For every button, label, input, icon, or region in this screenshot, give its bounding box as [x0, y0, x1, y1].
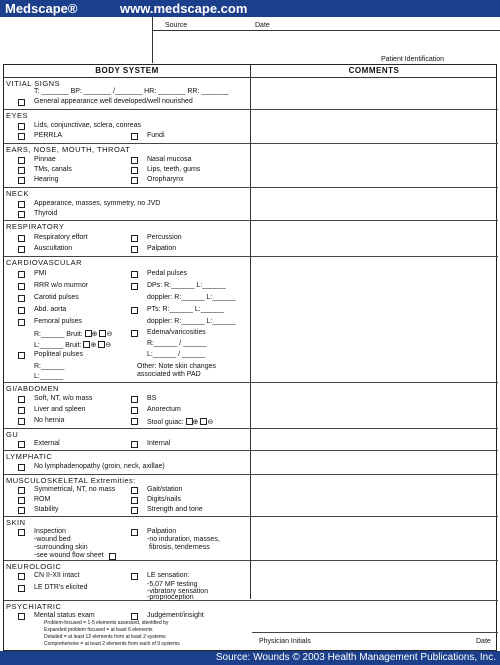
section-gu: [4, 429, 498, 451]
wound-flow-sheet-label: -see wound flow sheet: [34, 552, 104, 559]
le-dtr-label: LE DTR's elicited: [34, 584, 88, 591]
checkbox[interactable]: [99, 330, 106, 337]
section-title: LYMPHATIC: [6, 452, 53, 461]
checkbox[interactable]: [131, 167, 138, 174]
section-lymphatic: [4, 451, 498, 475]
checkbox[interactable]: [18, 396, 25, 403]
checkbox[interactable]: [18, 283, 25, 290]
anorectum-label: Anorectum: [147, 406, 181, 413]
lips-label: Lips, teeth, gums: [147, 166, 201, 173]
internal-label: Internal: [147, 440, 171, 447]
checkbox[interactable]: [131, 396, 138, 403]
checkbox[interactable]: [131, 529, 138, 536]
section-title: NEUROLOGIC: [6, 562, 62, 571]
abd-aorta-label: Abd. aorta: [34, 306, 67, 313]
no-induration-label: -no induration, masses,: [147, 536, 220, 543]
section-skin: [4, 517, 498, 561]
bruit-right-row: [34, 329, 112, 339]
le-sensation-label: LE sensation:: [147, 572, 190, 579]
mf-testing-label: -5.07 MF testing: [147, 581, 198, 588]
checkbox[interactable]: [18, 123, 25, 130]
edema-left: L:______ / ______: [147, 351, 206, 358]
section-title: NECK: [6, 189, 29, 198]
physician-initials-label: Physician Initials: [259, 638, 311, 645]
source-credit: Source: Wounds © 2003 Health Management Publications, Inc.: [215, 652, 496, 663]
stability-label: Stability: [34, 506, 59, 513]
section-vital-signs: [4, 78, 498, 110]
checkbox[interactable]: [131, 330, 138, 337]
minus-symbol: ⊖: [105, 342, 112, 349]
checkbox[interactable]: [131, 497, 138, 504]
header-divider: [152, 17, 153, 63]
mental-status-label: Mental status exam: [34, 612, 95, 619]
checkbox[interactable]: [18, 99, 25, 106]
bruit-left-row: [34, 340, 111, 350]
date-label: Date: [255, 22, 270, 29]
section-title: GI/ABDOMEN: [6, 384, 59, 393]
section-title: EARS, NOSE, MOUTH, THROAT: [6, 145, 131, 154]
initials-line: [252, 632, 498, 633]
checkbox[interactable]: [18, 235, 25, 242]
soft-label: Soft, NT, w/o mass: [34, 395, 93, 402]
source-label: Source: [165, 22, 188, 29]
lids-label: Lids, conjunctivae, sclera, conreas: [34, 122, 141, 129]
checkbox[interactable]: [131, 613, 138, 620]
popliteal-label: Popliteal pulses: [34, 351, 84, 358]
plus-symbol: ⊕: [192, 419, 199, 426]
section-psychiatric: [4, 601, 498, 652]
femoral-label: Femoral pulses: [34, 318, 82, 325]
section-neurologic: [4, 561, 498, 601]
checkbox[interactable]: [131, 418, 138, 425]
section-neck: [4, 188, 498, 221]
checkbox[interactable]: [131, 573, 138, 580]
general-appearance-label: General appearance well developed/well nourished: [34, 98, 193, 105]
section-title: EYES: [6, 111, 29, 120]
minus-symbol: ⊖: [106, 331, 113, 338]
edema-right: R:______ / ______: [147, 340, 207, 347]
form-header: [0, 17, 500, 65]
appearance-label: Appearance, masses, symmetry, no JVD: [34, 200, 161, 207]
resp-effort-label: Respiratory effort: [34, 234, 88, 241]
percussion-label: Percussion: [147, 234, 182, 241]
checkbox[interactable]: [85, 330, 92, 337]
skin-palpation-label: Palpation: [147, 528, 177, 535]
dps-label: DPs: R:______ L:______: [147, 282, 226, 289]
checkbox[interactable]: [18, 295, 25, 302]
inspection-label: Inspection: [34, 528, 66, 535]
comments-header: COMMENTS: [348, 66, 400, 75]
checkbox[interactable]: [18, 201, 25, 208]
medscape-url-link[interactable]: www.medscape.com: [120, 1, 248, 16]
perrla-label: PERRLA: [34, 132, 63, 139]
checkbox[interactable]: [200, 418, 207, 425]
judgement-label: Judgement/insight: [147, 612, 204, 619]
rom-label: ROM: [34, 496, 51, 503]
external-label: External: [34, 440, 60, 447]
proprioception-label: -proprioception: [147, 594, 194, 601]
checkbox[interactable]: [131, 407, 138, 414]
checkbox[interactable]: [131, 283, 138, 290]
source-line: [152, 30, 500, 31]
gait-label: Gait/station: [147, 486, 183, 493]
section-respiratory: [4, 221, 498, 257]
checkbox[interactable]: [18, 211, 25, 218]
checkbox[interactable]: [18, 177, 25, 184]
other-note: Other: Note skin changes: [137, 363, 216, 370]
checkbox[interactable]: [83, 341, 90, 348]
section-eyes: [4, 110, 498, 144]
checkbox[interactable]: [18, 529, 25, 536]
nasal-label: Nasal mucosa: [147, 156, 192, 163]
body-system-header: BODY SYSTEM: [95, 66, 159, 75]
fibrosis-label: fibrosis, tenderness: [149, 544, 210, 551]
palpation-label: Palpation: [147, 245, 177, 252]
doppler-1-label: doppler: R:______ L:______: [147, 294, 236, 301]
section-title: VITIAL SIGNS: [6, 79, 61, 88]
pts-label: PTs: R:______ L:______: [147, 306, 225, 313]
thyroid-label: Thyroid: [34, 210, 58, 217]
bruit-right-label: R:______ Bruit:: [34, 331, 83, 338]
medscape-logo[interactable]: Medscape®: [5, 1, 78, 16]
checkbox[interactable]: [18, 133, 25, 140]
minus-symbol: ⊖: [207, 419, 214, 426]
fundi-label: Fundi: [147, 132, 165, 139]
tms-label: TMs, canals: [34, 166, 72, 173]
section-title: CARDIOVASCULAR: [6, 258, 83, 267]
checkbox[interactable]: [186, 418, 193, 425]
checkbox[interactable]: [18, 497, 25, 504]
checkbox[interactable]: [18, 307, 25, 314]
checkbox[interactable]: [131, 235, 138, 242]
checkbox[interactable]: [131, 507, 138, 514]
checkbox[interactable]: [131, 487, 138, 494]
hearing-label: Hearing: [34, 176, 59, 183]
checkbox[interactable]: [131, 441, 138, 448]
note-comprehensive: Comprehensive = at least 2 elements from each of 9 systems: [44, 641, 180, 647]
pinnae-label: Pinnae: [34, 156, 56, 163]
physical-exam-form: [3, 64, 497, 651]
checkbox[interactable]: [131, 133, 138, 140]
stool-guiac-row: [147, 417, 213, 427]
plus-symbol: ⊕: [90, 342, 97, 349]
checkbox[interactable]: [18, 464, 25, 471]
patient-id-label: Patient Identification: [381, 56, 445, 63]
bs-label: BS: [147, 395, 157, 402]
checkbox[interactable]: [109, 553, 116, 560]
auscultation-label: Auscultation: [34, 245, 73, 252]
pmi-label: PMI: [34, 270, 47, 277]
section-cardiovascular: [4, 257, 498, 383]
popliteal-left: L:______: [34, 373, 64, 380]
strength-label: Strength and tone: [147, 506, 203, 513]
pedal-label: Pedal pulses: [147, 270, 188, 277]
checkbox[interactable]: [131, 246, 138, 253]
checkbox[interactable]: [98, 341, 105, 348]
note-expanded: Expanded problem focused = at least 6 elements: [44, 627, 153, 633]
checkbox[interactable]: [18, 352, 25, 359]
carotid-label: Carotid pulses: [34, 294, 79, 301]
section-title: RESPIRATORY: [6, 222, 65, 231]
section-title: MUSCULOSKELETAL Extremities:: [6, 476, 136, 485]
wound-bed-label: -wound bed: [34, 536, 71, 543]
plus-symbol: ⊕: [91, 331, 98, 338]
source-credit-bar: [0, 651, 500, 665]
hernia-label: No hernia: [34, 417, 65, 424]
cn-label: CN II-XII intact: [34, 572, 80, 579]
checkbox[interactable]: [18, 613, 25, 620]
section-gi-abdomen: [4, 383, 498, 429]
section-title: PSYCHIATRIC: [6, 602, 62, 611]
section-ent: [4, 144, 498, 188]
note-detailed: Detailed = at least 12 elements from at least 2 systems: [44, 634, 166, 640]
section-musculoskeletal: [4, 475, 498, 517]
checkbox[interactable]: [18, 157, 25, 164]
edema-label: Edema/varicosities: [147, 329, 206, 336]
section-title: SKIN: [6, 518, 26, 527]
checkbox[interactable]: [18, 507, 25, 514]
stool-guiac-label: Stool guiac:: [147, 419, 184, 426]
checkbox[interactable]: [18, 246, 25, 253]
checkbox[interactable]: [18, 167, 25, 174]
vibratory-label: -vibratory sensation: [147, 588, 209, 595]
popliteal-right: R:______: [34, 363, 65, 370]
checkbox[interactable]: [131, 271, 138, 278]
vitals-line: T: _______ BP: _______ /_______ HR: _______ RR: _______: [34, 88, 229, 95]
section-title: GU: [6, 430, 19, 439]
column-divider: [250, 65, 251, 599]
liver-label: Liver and spleen: [34, 406, 86, 413]
checkbox[interactable]: [18, 585, 25, 592]
lymphadenopathy-label: No lymphadenopathy (groin, neck, axillae): [34, 463, 165, 470]
bruit-left-label: L:______ Bruit:: [34, 342, 82, 349]
checkbox[interactable]: [131, 177, 138, 184]
checkbox[interactable]: [18, 407, 25, 414]
medscape-banner: [0, 0, 500, 17]
checkbox[interactable]: [18, 573, 25, 580]
note-problem-focused: Problem-focused = 1-5 elements assessed, identified by: [44, 620, 169, 626]
doppler-2-label: doppler: R:______ L:______: [147, 318, 236, 325]
checkbox[interactable]: [131, 307, 138, 314]
sign-date-label: Date: [476, 638, 491, 645]
digits-label: Digits/nails: [147, 496, 181, 503]
symmetrical-label: Symmetrical, NT, no mass: [34, 486, 116, 493]
checkbox[interactable]: [18, 441, 25, 448]
checkbox[interactable]: [18, 271, 25, 278]
surrounding-skin-label: -surrounding skin: [34, 544, 88, 551]
checkbox[interactable]: [18, 487, 25, 494]
checkbox[interactable]: [131, 157, 138, 164]
checkbox[interactable]: [18, 418, 25, 425]
rrr-label: RRR w/o murmor: [34, 282, 89, 289]
oropharynx-label: Oropharynx: [147, 176, 184, 183]
other-note-2: associated with PAD: [137, 371, 201, 378]
checkbox[interactable]: [18, 319, 25, 326]
